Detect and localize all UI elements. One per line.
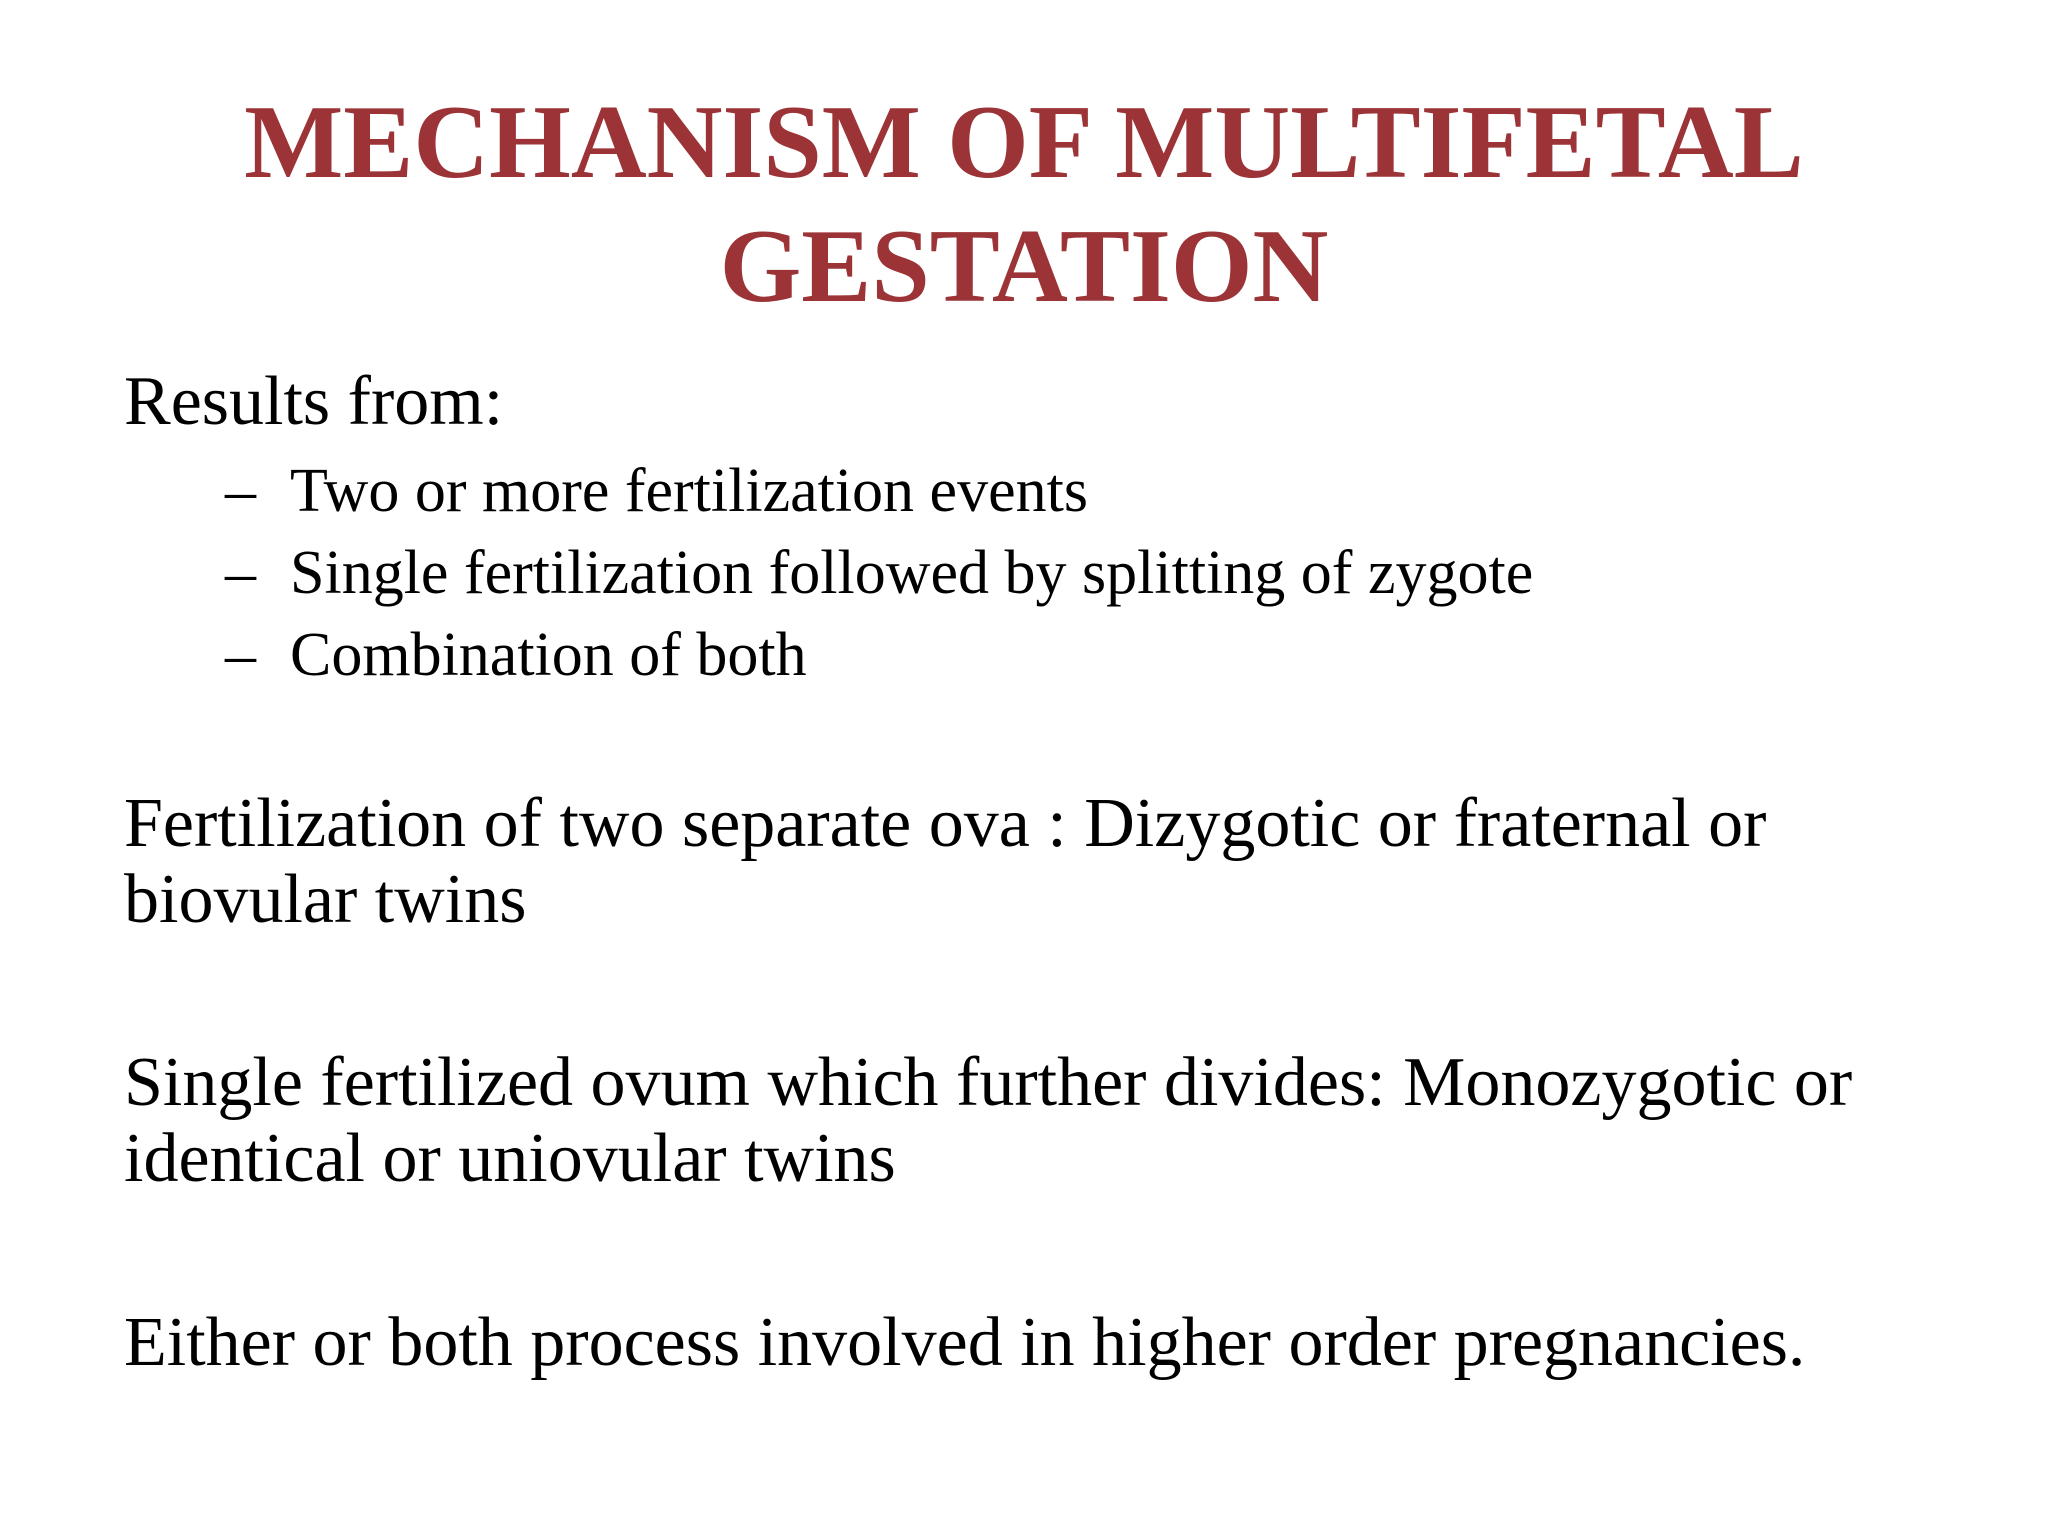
dash-marker: – bbox=[225, 621, 256, 689]
title-line-2: GESTATION bbox=[719, 207, 1329, 324]
slide-title bbox=[0, 80, 2048, 328]
list-item bbox=[225, 614, 1533, 696]
paragraph-higher-order: Either or both process involved in higher order pregnancies. bbox=[124, 1304, 1806, 1381]
dash-marker: – bbox=[225, 457, 256, 525]
list-item bbox=[225, 532, 1533, 614]
list-item-text: Single fertilization followed by splitting of zygote bbox=[290, 539, 1534, 607]
paragraph-dizygotic: Fertilization of two separate ova : Dizygotic or fraternal or biovular twins bbox=[124, 785, 1767, 938]
intro-text: Results from: bbox=[124, 363, 504, 440]
dash-marker: – bbox=[225, 539, 256, 607]
title-line-1: MECHANISM OF MULTIFETAL bbox=[244, 83, 1804, 200]
list-item-text: Combination of both bbox=[290, 621, 807, 689]
paragraph-monozygotic: Single fertilized ovum which further divides: Monozygotic or identical or uniovular twins bbox=[124, 1044, 1853, 1197]
list-item-text: Two or more fertilization events bbox=[290, 457, 1088, 525]
list-item bbox=[225, 450, 1533, 532]
bullet-list bbox=[225, 450, 1533, 696]
